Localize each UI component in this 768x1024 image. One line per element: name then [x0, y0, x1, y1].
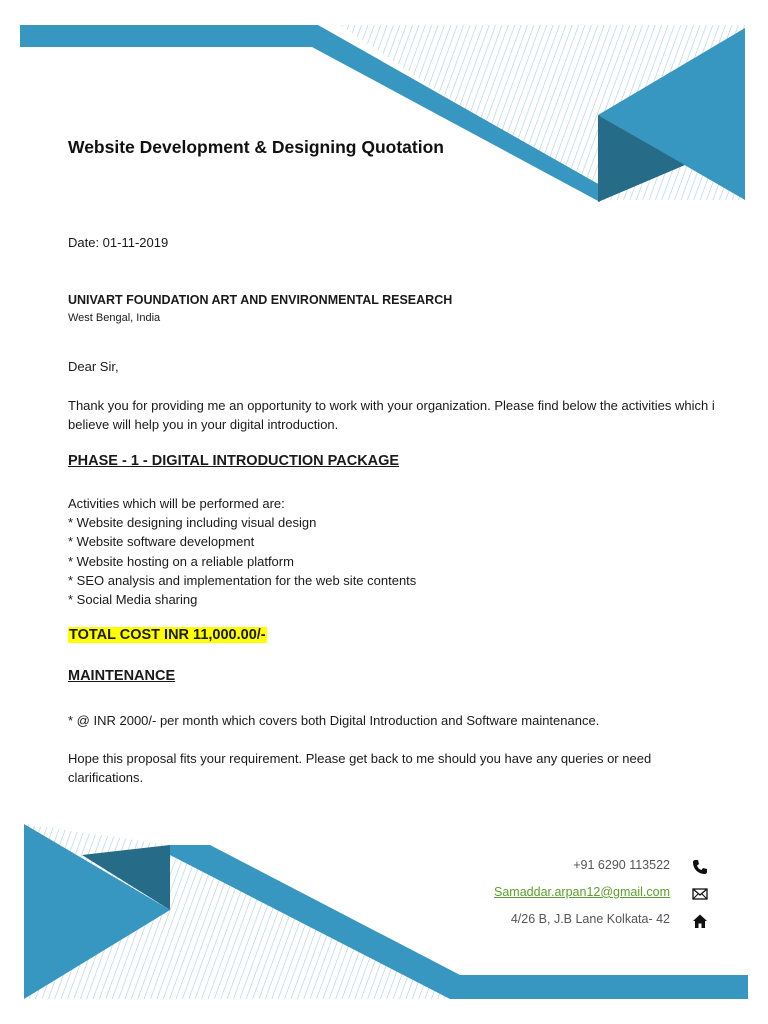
contact-address: 4/26 B, J.B Lane Kolkata- 42 — [510, 912, 670, 926]
home-icon — [692, 913, 708, 929]
phone-icon — [692, 859, 708, 875]
closing-paragraph: Hope this proposal fits your requirement. Please get back to me should you have any queries or need clarifications. — [68, 751, 652, 785]
date-line: Date: 01-11-2019 — [68, 235, 169, 250]
contact-email-link[interactable]: Samaddar.arpan12@gmail.com — [494, 885, 670, 899]
list-item: * Social Media sharing — [68, 592, 198, 608]
page-title: Website Development & Designing Quotation — [68, 137, 444, 157]
recipient-organization: UNIVART FOUNDATION ART AND ENVIRONMENTAL RESEARCH — [68, 293, 453, 307]
greeting: Dear Sir, — [68, 359, 119, 374]
maintenance-text: * @ INR 2000/- per month which covers both Digital Introduction and Software maintenance. — [68, 713, 600, 728]
activities-list — [68, 494, 416, 609]
maintenance-heading: MAINTENANCE — [68, 668, 176, 684]
contact-phone: +91 6290 113522 — [573, 858, 670, 872]
list-item: * Website software development — [68, 534, 255, 550]
list-item: * Website designing including visual design — [68, 515, 317, 531]
list-item: * SEO analysis and implementation for the web site contents — [68, 572, 417, 588]
recipient-location: West Bengal, India — [68, 312, 161, 324]
phase-heading: PHASE - 1 - DIGITAL INTRODUCTION PACKAGE — [68, 453, 400, 469]
intro-paragraph: Thank you for providing me an opportunity to work with your organization. Please find below the activities which i believe will help you in your digital introduction. — [68, 398, 715, 432]
envelope-icon — [692, 886, 708, 902]
activities-intro: Activities which will be performed are: — [68, 496, 285, 511]
total-cost: TOTAL COST INR 11,000.00/- — [69, 627, 266, 643]
header-decoration — [0, 0, 768, 210]
list-item: * Website hosting on a reliable platform — [68, 553, 294, 569]
